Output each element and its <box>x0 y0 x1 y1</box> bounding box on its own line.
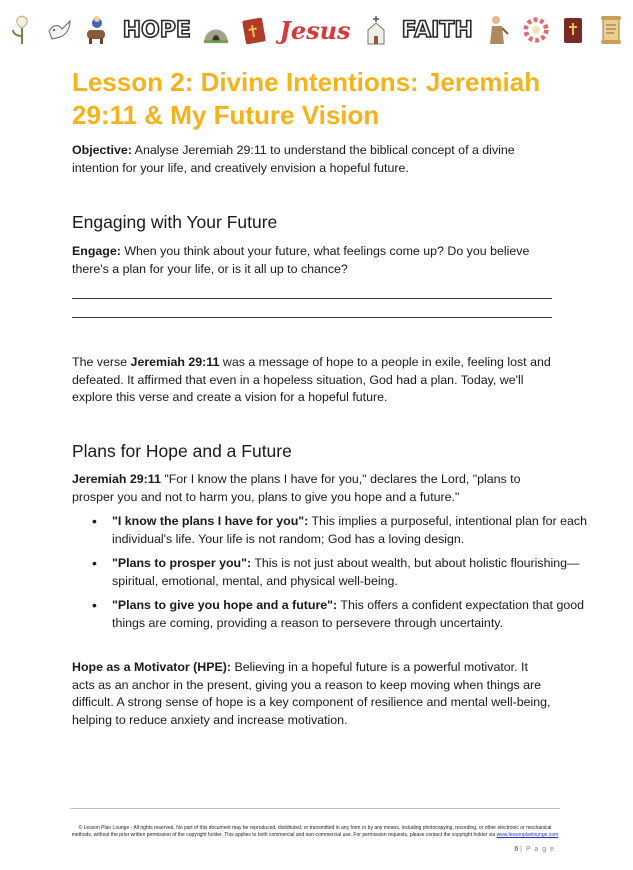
section-heading-engaging: Engaging with Your Future <box>72 212 278 232</box>
verse-paragraph <box>72 471 554 506</box>
bullet-text: This is not just about wealth, but about holistic flourishing—spiritual, emotional, mental, and physical well-being. <box>112 556 580 588</box>
answer-line-1[interactable] <box>72 298 552 299</box>
faith-wordart: FAITH <box>401 17 473 43</box>
bullet-label: "Plans to give you hope and a future": <box>112 598 338 612</box>
dove-icon <box>46 13 74 47</box>
bullet-label: "Plans to prosper you": <box>112 556 252 570</box>
page-number <box>480 846 555 853</box>
lily-flower-icon <box>8 13 36 47</box>
engage-text: When you think about your future, what feelings come up? Do you believe there's a plan for your life, or is it all up to chance? <box>72 244 530 276</box>
context-verse-ref: Jeremiah 29:11 <box>130 355 220 369</box>
motivator-text: Believing in a hopeful future is a powerful motivator. It acts as an anchor in the present, giving you a reason to keep moving when things are difficult. A strong sense of hope is a key component of resilience and mental well-being, helping to reduce anxiety and increase motivation. <box>72 660 551 727</box>
section-heading-plans: Plans for Hope and a Future <box>72 441 292 461</box>
context-text-pre: The verse <box>72 355 131 369</box>
hope-wordart: HOPE <box>122 17 191 43</box>
praying-figure-icon <box>484 13 512 47</box>
verse-breakdown-list <box>72 513 600 639</box>
empty-tomb-icon <box>202 13 230 47</box>
nativity-donkey-icon <box>83 13 111 47</box>
church-icon <box>362 13 390 47</box>
bullet-text: This implies a purposeful, intentional plan for each individual's life. Your life is not random; God has a loving design. <box>112 514 587 546</box>
bullet-text: This offers a confident expectation that good things are coming, providing a reason to persevere through uncertainty. <box>112 598 585 630</box>
engage-label: Engage: <box>72 244 121 258</box>
motivator-paragraph <box>72 659 554 729</box>
page-number-value: 6 <box>514 846 519 853</box>
verse-label: Jeremiah 29:11 <box>72 472 161 486</box>
list-item <box>112 513 600 548</box>
footer-divider <box>70 808 560 809</box>
list-item <box>112 597 600 632</box>
objective-label: Objective: <box>72 143 132 157</box>
page-number-label: | P a g e <box>520 846 555 853</box>
bullet-label: "I know the plans I have for you": <box>112 514 309 528</box>
objective-text: Analyse Jeremiah 29:11 to understand the biblical concept of a divine intention for your life, and creatively envision a hopeful future. <box>72 143 515 175</box>
engage-paragraph <box>72 243 554 278</box>
verse-text: "For I know the plans I have for you," declares the Lord, "plans to prosper you and not to harm you, plans to give you hope and a future." <box>72 472 521 504</box>
bible-book-icon <box>240 13 268 47</box>
website-link[interactable]: www.lessonplanlounge.com <box>496 832 559 838</box>
answer-line-2[interactable] <box>72 317 552 318</box>
list-item <box>112 555 600 590</box>
motivator-label: Hope as a Motivator (HPE): <box>72 660 232 674</box>
objective-paragraph <box>72 142 554 177</box>
copyright-text: © Lesson Plan Lounge - All rights reserved. No part of this document may be reproduced, distributed, or transmitted in any form or by any means, including photocopying, recording, or other electronic or mechanical methods, without the prior written permission of the copyright holder. This applies to both commercial and non-commercial use. For permission requests, please contact the copyright holder via <box>71 825 552 838</box>
context-text-post: was a message of hope to a people in exile, feeling lost and defeated. It affirmed that even in a hopeless situation, God had a plan. Today, we'll explore this verse and create a vision for a hopeful future. <box>72 355 551 404</box>
header-banner <box>8 8 625 52</box>
copyright-notice <box>70 825 560 839</box>
flower-wreath-icon <box>522 13 550 47</box>
scroll-icon <box>597 13 625 47</box>
context-paragraph <box>72 354 554 407</box>
lesson-title: Lesson 2: Divine Intentions: Jeremiah 29:11 & My Future Vision <box>72 67 541 130</box>
jesus-wordart: Jesus <box>279 15 351 45</box>
holy-bible-icon <box>559 13 587 47</box>
